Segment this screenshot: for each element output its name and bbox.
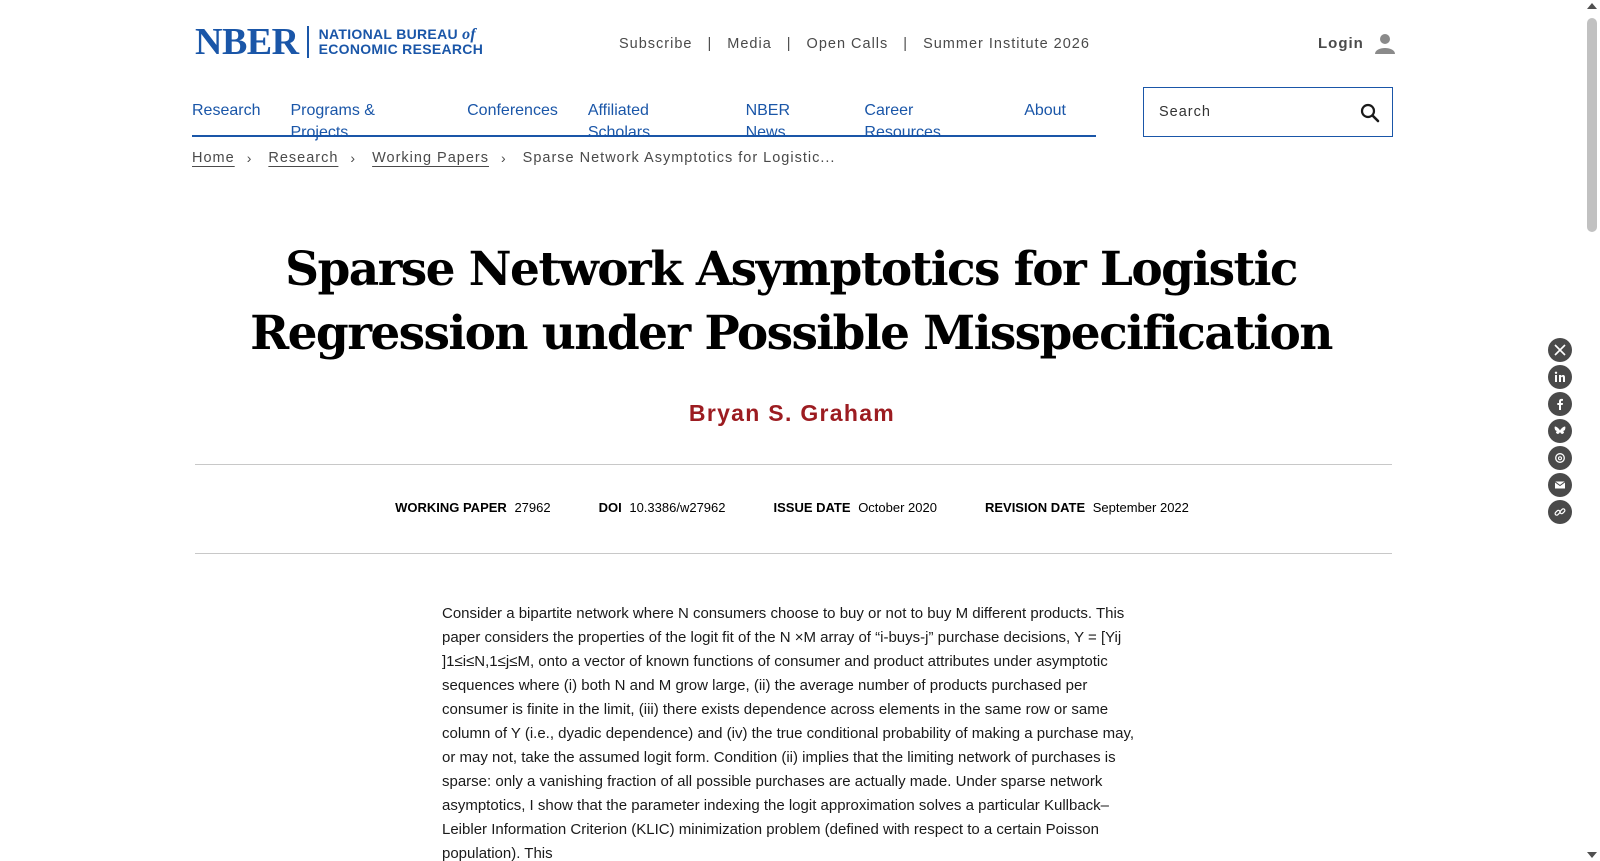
util-separator: |	[786, 36, 792, 52]
page-scrollbar[interactable]	[1584, 0, 1600, 861]
login-button[interactable]	[1318, 32, 1396, 54]
link-icon[interactable]	[1548, 500, 1572, 524]
search-input[interactable]	[1144, 104, 1344, 120]
page-title: Sparse Network Asymptotics for Logistic Regression under Possible Misspecification	[250, 242, 1332, 361]
meta-working-paper	[395, 500, 551, 515]
author-link[interactable]: Bryan S. Graham	[688, 400, 896, 426]
util-separator: |	[903, 36, 909, 52]
divider-bottom	[195, 553, 1392, 554]
threads-icon[interactable]	[1548, 446, 1572, 470]
nav-research[interactable]: Research	[192, 102, 261, 119]
scrollbar-thumb[interactable]	[1587, 18, 1597, 232]
login-label: Login	[1318, 34, 1364, 52]
scroll-down-arrow-icon[interactable]	[1587, 852, 1597, 858]
chevron-right-icon: ›	[350, 150, 357, 166]
linkedin-icon[interactable]	[1548, 365, 1572, 389]
util-subscribe-link[interactable]: Subscribe	[619, 36, 693, 52]
breadcrumb-home[interactable]: Home	[192, 150, 235, 166]
logo-line2: ECONOMIC RESEARCH	[318, 41, 484, 57]
bluesky-icon[interactable]	[1548, 419, 1572, 443]
chevron-right-icon: ›	[246, 150, 253, 166]
meta-doi	[599, 500, 726, 515]
util-open-calls-link[interactable]: Open Calls	[806, 36, 889, 52]
x-icon[interactable]	[1548, 338, 1572, 362]
logo-divider	[307, 26, 309, 58]
utility-nav	[619, 36, 1090, 52]
nav-affiliated-scholars[interactable]: Affiliated Scholars	[587, 102, 651, 141]
meta-label: ISSUE DATE	[773, 500, 851, 515]
divider-top	[195, 464, 1392, 465]
logo-line1-suffix: of	[462, 26, 477, 43]
util-summer-institute-link[interactable]: Summer Institute 2026	[923, 36, 1090, 52]
search-icon[interactable]	[1358, 101, 1382, 125]
search-box	[1143, 87, 1393, 137]
meta-revision-date	[985, 500, 1189, 515]
logo-line1: NATIONAL BUREAU	[318, 26, 458, 42]
author-byline	[0, 400, 1584, 427]
paper-meta	[0, 500, 1584, 515]
meta-value: September 2022	[1092, 500, 1189, 515]
nber-logo[interactable]	[195, 21, 484, 63]
breadcrumb-current: Sparse Network Asymptotics for Logistic...	[522, 150, 836, 166]
nav-career-resources[interactable]: Career Resources	[864, 102, 941, 141]
logo-mark: NBER	[195, 21, 299, 63]
meta-value: October 2020	[858, 500, 937, 515]
chevron-right-icon: ›	[500, 150, 507, 166]
user-icon	[1374, 32, 1396, 54]
meta-issue-date	[774, 500, 937, 515]
nav-about[interactable]: About	[1024, 102, 1066, 119]
facebook-icon[interactable]	[1548, 392, 1572, 416]
logo-wordmark	[319, 27, 484, 57]
meta-label: WORKING PAPER	[395, 500, 507, 515]
meta-value: 10.3386/w27962	[629, 500, 726, 515]
email-icon[interactable]	[1548, 473, 1572, 497]
meta-label: REVISION DATE	[984, 500, 1086, 515]
breadcrumb-working-papers[interactable]: Working Papers	[372, 150, 489, 166]
meta-label: DOI	[598, 500, 622, 515]
nav-conferences[interactable]: Conferences	[467, 102, 558, 119]
nav-programs-projects[interactable]: Programs & Projects	[290, 102, 375, 141]
meta-value: 27962	[514, 500, 551, 515]
breadcrumb-research[interactable]: Research	[268, 150, 339, 166]
util-separator: |	[707, 36, 713, 52]
breadcrumb	[192, 150, 835, 166]
share-bar	[1548, 338, 1572, 527]
scroll-up-arrow-icon[interactable]	[1587, 3, 1597, 9]
nav-nber-news[interactable]: NBER News	[745, 102, 791, 141]
abstract-text: Consider a bipartite network where N consumers choose to buy or not to buy M different products. This paper considers the properties of the logit fit of the N ×M array of “i-buys-j” purchase decisions, Y = [Yij ]1≤i≤N,1≤j≤M, onto a vector of known functions of consumer and product attributes under asymptotic sequences where (i) both N and M grow large, (ii) the average number of products purchased per consumer is finite in the limit, (iii) there exists dependence across elements in the same row or same column of Y (i.e., dyadic dependence) and (iv) the true conditional probability of making a purchase may, or may not, take the assumed logit form. Condition (ii) implies that the limiting network of purchases is sparse: only a vanishing fraction of all possible purchases are actually made. Under sparse network asymptotics, I show that the parameter indexing the logit approximation solves a particular Kullback–Leibler Information Criterion (KLIC) minimization problem (defined with respect to a certain Poisson population). This	[442, 605, 1135, 861]
main-nav	[192, 100, 1096, 141]
util-media-link[interactable]: Media	[727, 36, 772, 52]
